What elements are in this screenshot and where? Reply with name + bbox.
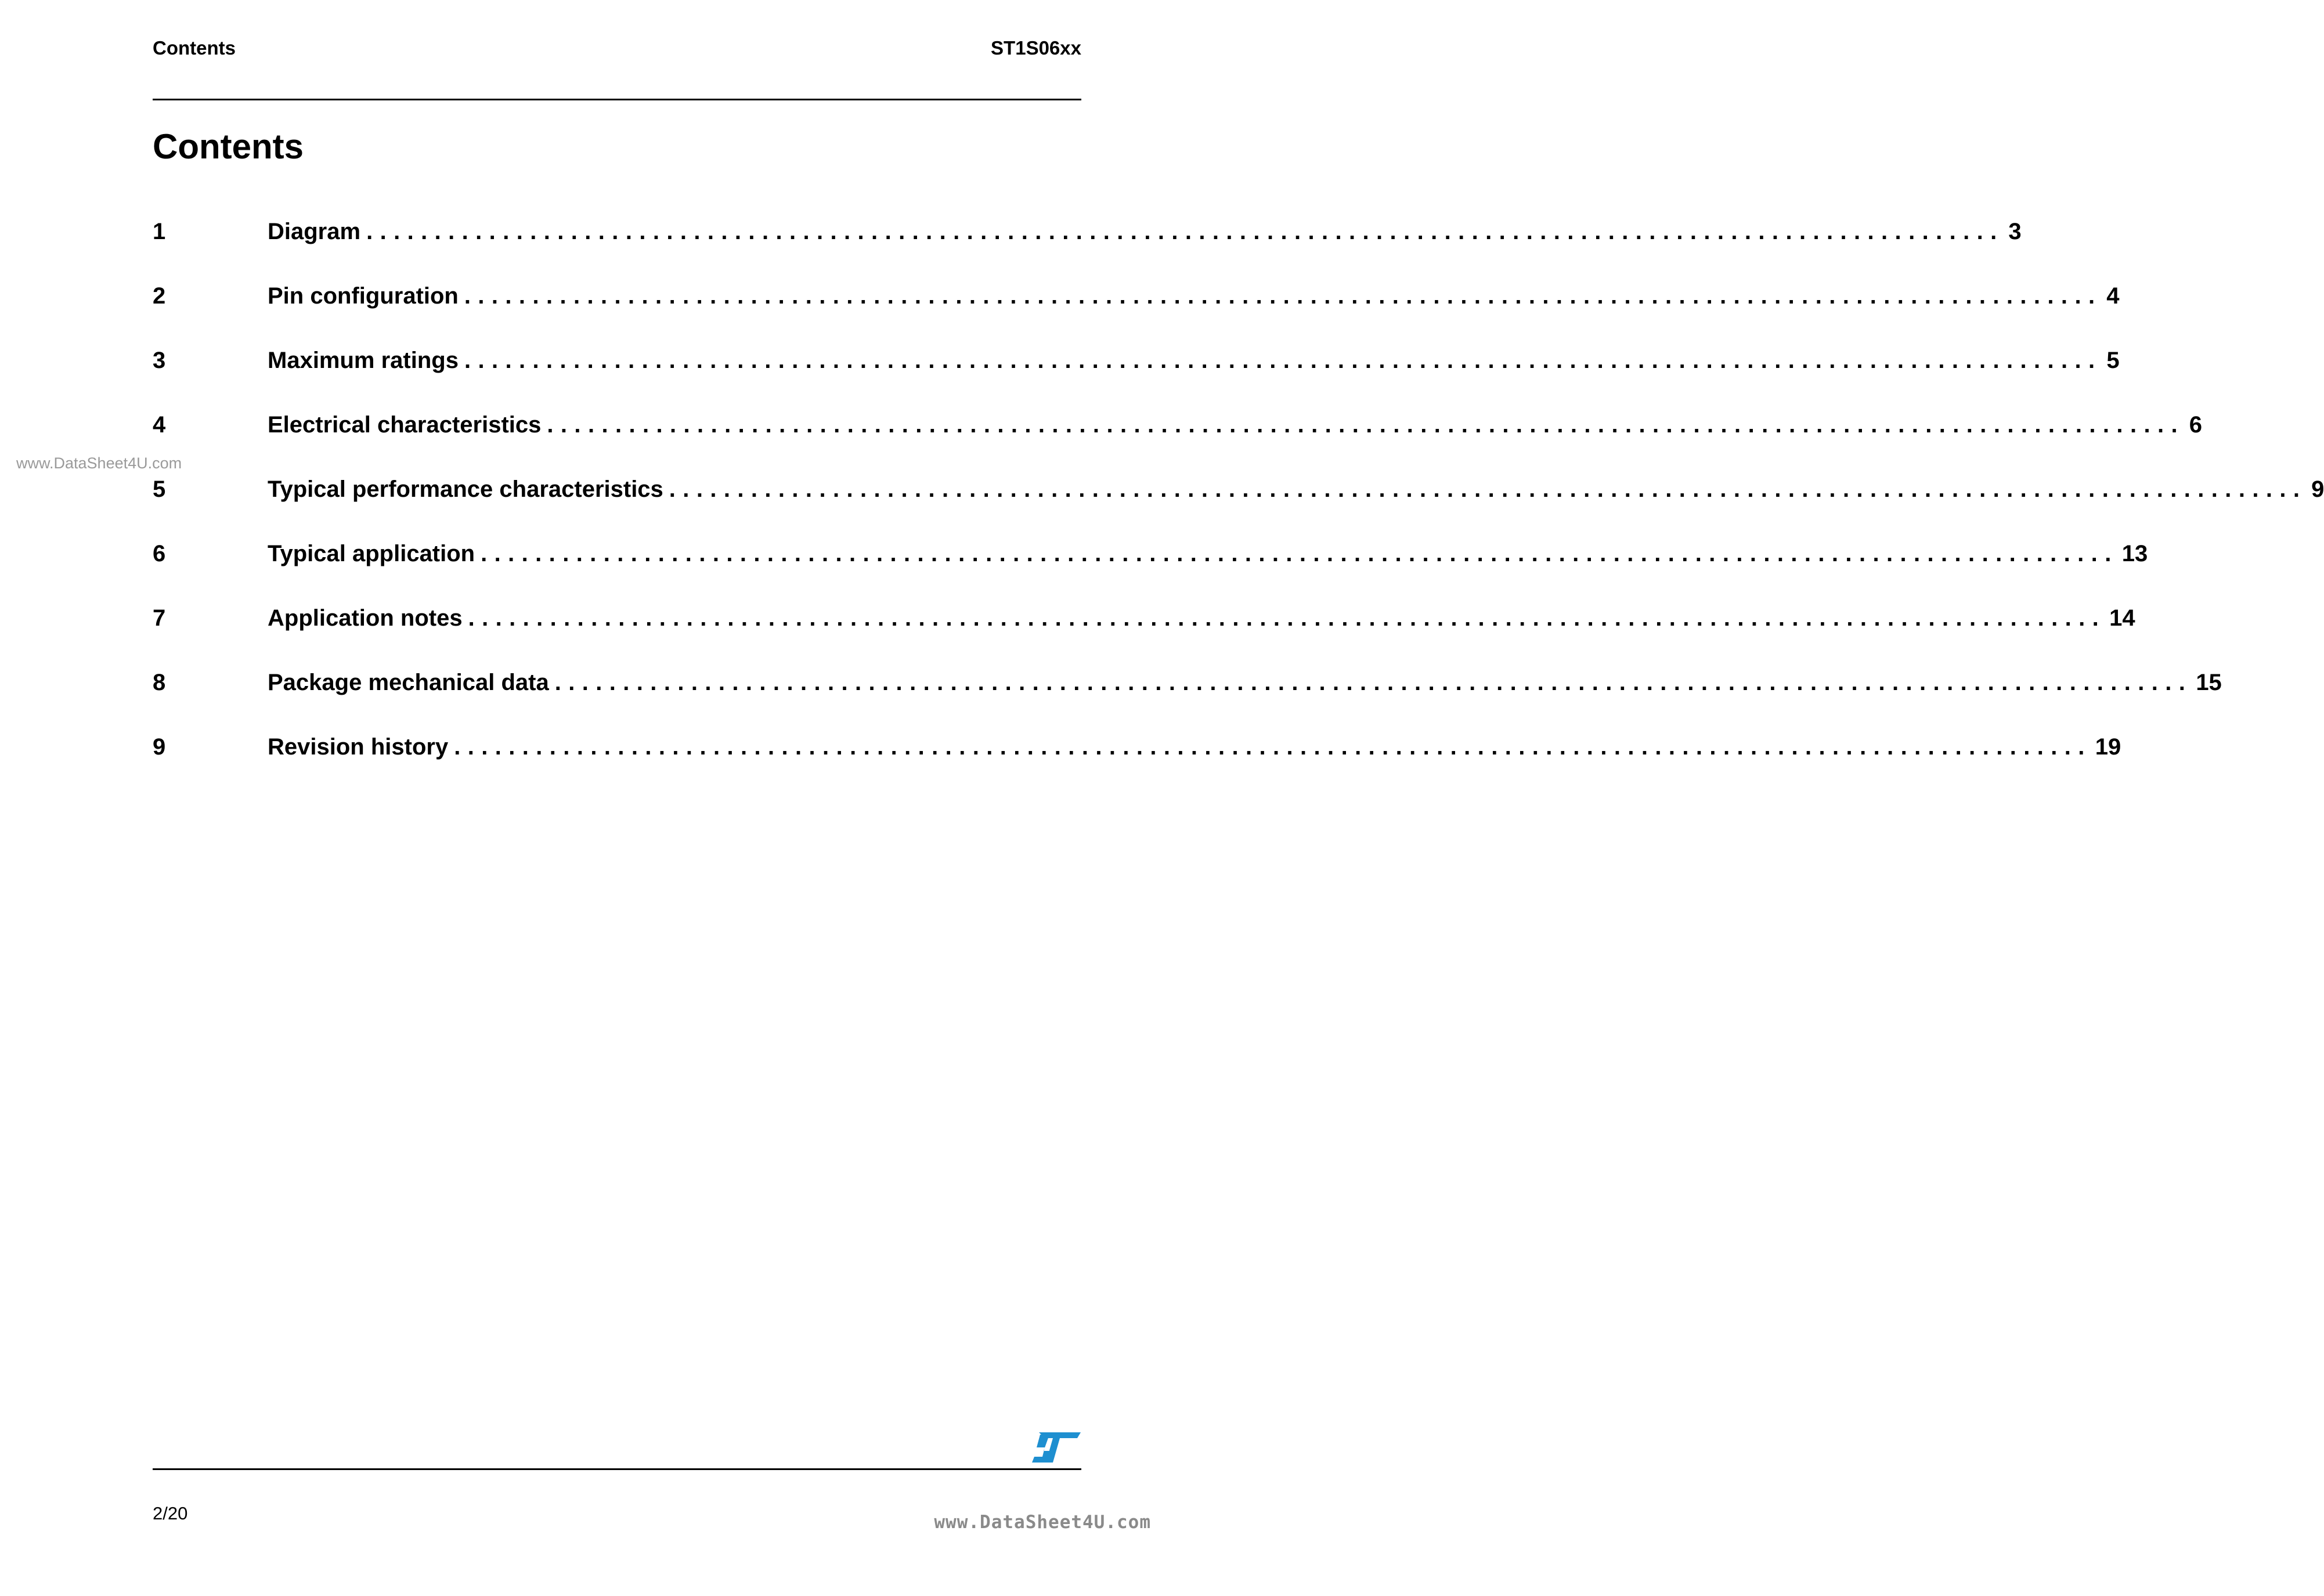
toc-leader-dots: ........................................................................................................................ — [547, 412, 2185, 438]
toc-leader-dots: ........................................................................................................................ — [481, 541, 2119, 566]
toc-entry-title[interactable]: Diagram — [268, 216, 366, 247]
toc-entry[interactable] — [153, 280, 2120, 345]
toc-entry-number: 5 — [153, 476, 166, 502]
toc-entry-title[interactable]: Application notes — [268, 602, 468, 634]
page-title: Contents — [153, 127, 304, 166]
toc-entry-number: 4 — [153, 412, 166, 438]
toc-entry-title[interactable]: Electrical characteristics — [268, 409, 547, 440]
toc-entry-number: 1 — [153, 219, 166, 244]
page-indicator: 2/20 — [153, 1503, 188, 1523]
toc-entry-page[interactable]: 14 — [2109, 605, 2135, 631]
toc-entry[interactable] — [153, 474, 2324, 538]
toc-entry[interactable] — [153, 602, 2135, 667]
toc-entry-page[interactable]: 9 — [2311, 476, 2324, 502]
toc-entry-page[interactable]: 13 — [2121, 541, 2148, 566]
toc-entry[interactable] — [153, 409, 2202, 474]
toc-entry-page[interactable]: 3 — [2008, 219, 2022, 244]
toc-leader-dots: ........................................................................................................................ — [454, 734, 2092, 760]
running-header-product: ST1S06xx — [991, 37, 1081, 59]
toc-entry-title[interactable]: Package mechanical data — [268, 667, 555, 698]
toc-leader-dots: ........................................................................................................................ — [366, 219, 2004, 244]
running-header-section: Contents — [153, 37, 236, 59]
toc-entry-number: 8 — [153, 670, 166, 695]
toc-entry-title[interactable]: Maximum ratings — [268, 345, 464, 376]
toc-entry[interactable] — [153, 216, 2022, 280]
toc-entry-number: 9 — [153, 734, 166, 760]
watermark-side: www.DataSheet4U.com — [16, 454, 182, 472]
st-logo-icon — [1032, 1432, 1081, 1463]
toc-entry-number: 7 — [153, 605, 166, 631]
toc-entry-page[interactable]: 4 — [2106, 283, 2120, 309]
toc-entry-title[interactable]: Revision history — [268, 731, 454, 763]
header-divider — [153, 99, 1081, 100]
toc-entry[interactable] — [153, 345, 2120, 409]
toc-entry-page[interactable]: 19 — [2095, 734, 2121, 760]
table-of-contents — [153, 216, 2324, 796]
toc-entry[interactable] — [153, 538, 2148, 602]
toc-entry-number: 6 — [153, 541, 166, 566]
toc-leader-dots: ........................................................................................................................ — [468, 605, 2106, 631]
toc-entry-number: 2 — [153, 283, 166, 309]
toc-leader-dots: ........................................................................................................................ — [554, 670, 2193, 695]
watermark-bottom: www.DataSheet4U.com — [934, 1512, 1151, 1533]
toc-leader-dots: ........................................................................................................................ — [669, 476, 2307, 502]
toc-entry-title[interactable]: Typical application — [268, 538, 481, 569]
toc-entry[interactable] — [153, 731, 2121, 796]
toc-entry-number: 3 — [153, 348, 166, 373]
footer-divider — [153, 1468, 1081, 1470]
toc-leader-dots: ........................................................................................................................ — [464, 348, 2102, 373]
toc-entry-page[interactable]: 5 — [2106, 348, 2120, 373]
toc-entry-title[interactable]: Typical performance characteristics — [268, 474, 669, 505]
toc-entry[interactable] — [153, 667, 2222, 731]
toc-entry-title[interactable]: Pin configuration — [268, 280, 464, 312]
toc-leader-dots: ........................................................................................................................ — [464, 283, 2102, 309]
toc-entry-page[interactable]: 15 — [2196, 670, 2222, 695]
toc-entry-page[interactable]: 6 — [2189, 412, 2202, 438]
